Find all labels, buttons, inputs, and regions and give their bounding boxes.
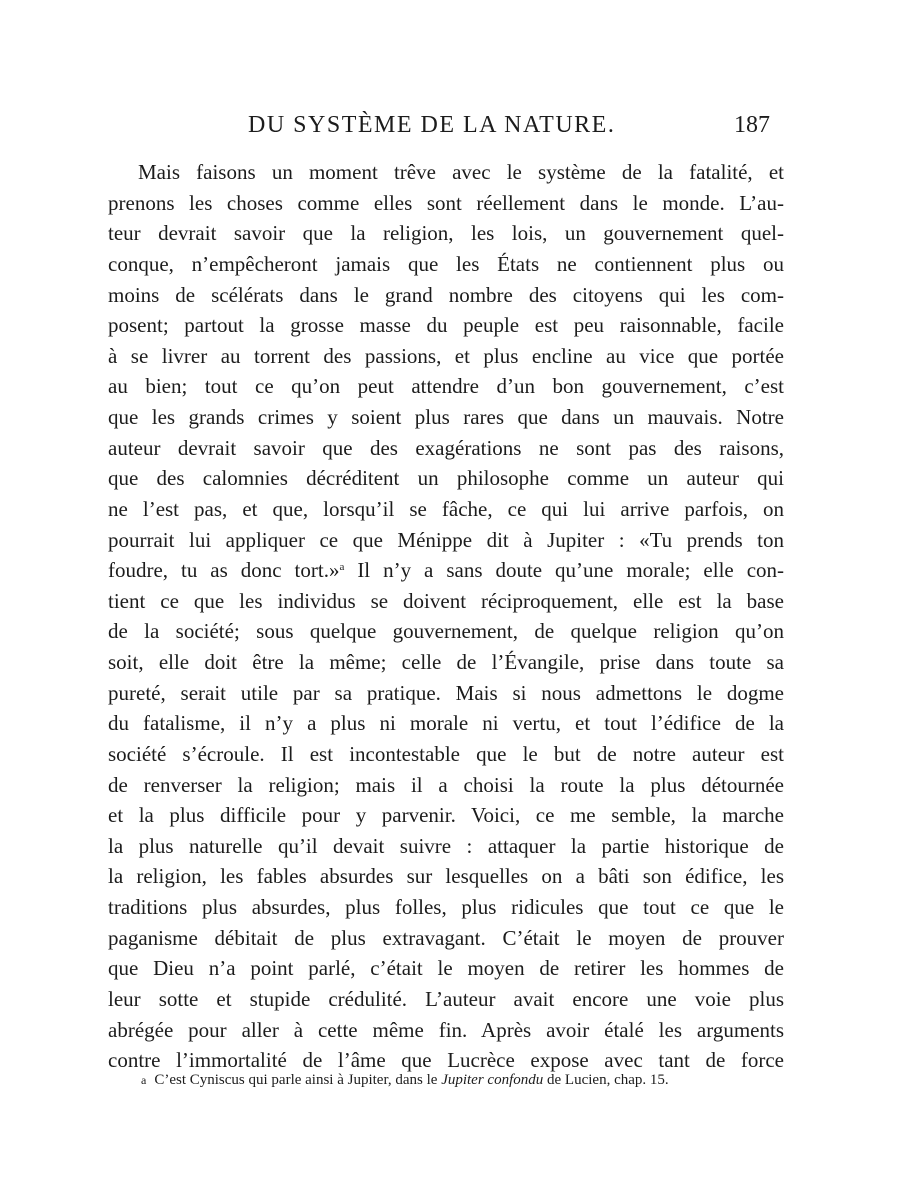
text-line: contre l’immortalité de l’âme que Lucrèce expose avec tant de force — [108, 1048, 784, 1073]
text-line: pourrait lui appliquer ce que Ménippe dit à Jupiter : «Tu prends ton — [108, 527, 784, 552]
text-line: abrégée pour aller à cette même fin. Après avoir étalé les arguments — [108, 1017, 784, 1042]
text-line: la religion, les fables absurdes sur lesquelles on a bâti son édifice, les — [108, 864, 784, 889]
text-line: teur devrait savoir que la religion, les lois, un gouvernement quel- — [108, 221, 784, 246]
text-line: de renverser la religion; mais il a choisi la route la plus détournée — [108, 772, 784, 797]
text-line: prenons les choses comme elles sont réellement dans le monde. L’au- — [108, 190, 784, 215]
text-line: à se livrer au torrent des passions, et plus encline au vice que portée — [108, 343, 784, 368]
footnote-reference[interactable]: a — [339, 561, 345, 574]
text-line: que les grands crimes y soient plus rares que dans un mauvais. Notre — [108, 405, 784, 429]
footnote-text-before: C’est Cyniscus qui parle ainsi à Jupiter, dans le — [154, 1072, 438, 1088]
text-line: soit, elle doit être la même; celle de l’Évangile, prise dans toute sa — [108, 650, 784, 674]
text-line: de la société; sous quelque gouvernement, de quelque religion qu’on — [108, 619, 784, 644]
footnote-marker: a — [141, 1073, 147, 1087]
text-line: que des calomnies décréditent un philosophe comme un auteur qui — [108, 466, 784, 491]
footnote — [141, 1072, 781, 1089]
text-line: ne l’est pas, et que, lorsqu’il se fâche, ce qui lui arrive parfois, on — [108, 496, 784, 521]
text-line: posent; partout la grosse masse du peuple est peu raisonnable, facile — [108, 313, 784, 338]
text-line: tient ce que les individus se doivent réciproquement, elle est la base — [108, 588, 784, 613]
text-line: pureté, serait utile par sa pratique. Mais si nous admettons le dogme — [108, 680, 784, 705]
text-line: et la plus difficile pour y parvenir. Voici, ce me semble, la marche — [108, 803, 784, 828]
text-line: Mais faisons un moment trêve avec le système de la fatalité, et — [138, 160, 784, 184]
text-line: au bien; tout ce qu’on peut attendre d’un bon gouvernement, c’est — [108, 374, 784, 399]
text-line: moins de scélérats dans le grand nombre des citoyens qui les com- — [108, 282, 784, 307]
text-line: traditions plus absurdes, plus folles, plus ridicules que tout ce que le — [108, 895, 784, 919]
text-line: conque, n’empêcheront jamais que les États ne contiennent plus ou — [108, 251, 784, 276]
text-line: que Dieu n’a point parlé, c’était le moyen de retirer les hommes de — [108, 956, 784, 981]
text-line: auteur devrait savoir que des exagérations ne sont pas des raisons, — [108, 435, 784, 460]
body-text — [108, 157, 784, 1076]
footnote-work-title: Jupiter confondu — [441, 1072, 544, 1088]
running-header — [108, 112, 780, 148]
text-line: paganisme débitait de plus extravagant. C’était le moyen de prouver — [108, 925, 784, 950]
text-line: la plus naturelle qu’il devait suivre : attaquer la partie historique de — [108, 833, 784, 858]
text-line: du fatalisme, il n’y a plus ni morale ni vertu, et tout l’édifice de la — [108, 711, 784, 736]
page-number: 187 — [734, 112, 770, 138]
running-title: DU SYSTÈME DE LA NATURE. — [248, 112, 616, 138]
text-line: société s’écroule. Il est incontestable que le but de notre auteur est — [108, 741, 784, 766]
text-line: leur sotte et stupide crédulité. L’auteur avait encore une voie plus — [108, 986, 784, 1011]
text-line-with-note: foudre, tu as donc tort.»$^a$ Il n’y a sans doute qu’une morale; elle con- — [108, 558, 785, 583]
footnote-text-after: de Lucien, chap. 15. — [547, 1072, 669, 1088]
